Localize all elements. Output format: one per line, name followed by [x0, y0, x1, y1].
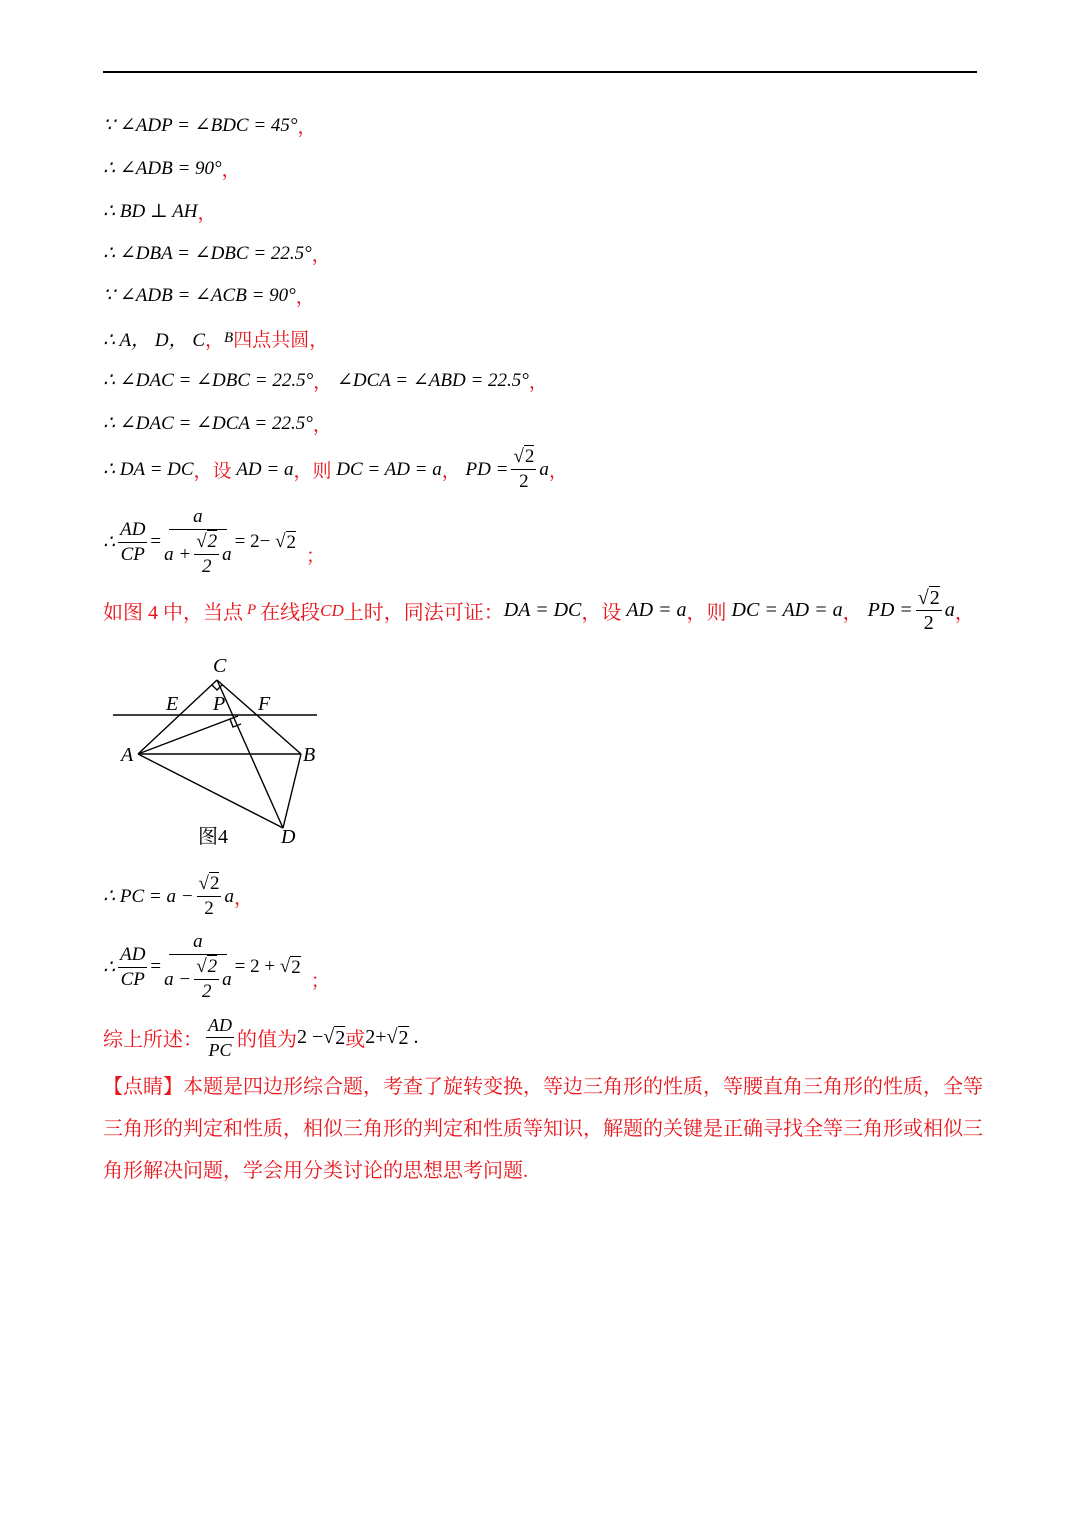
math: PD =	[867, 599, 913, 621]
math: a	[222, 968, 232, 990]
segment-ap	[138, 716, 238, 754]
radicand: 2	[398, 1026, 409, 1049]
math: DC = AD = a	[731, 599, 843, 621]
math: ∴ ∠DBA = ∠DBC = 22.5°	[103, 243, 312, 264]
punct: ，	[311, 245, 331, 266]
fraction: $\frac{√2}{2}$	[198, 873, 220, 919]
fraction	[511, 445, 536, 494]
math: P	[247, 602, 257, 618]
math: ∵ ∠ADB = ∠ACB = 90°	[103, 285, 296, 306]
math: a	[539, 458, 549, 480]
math: = 2 +	[234, 956, 276, 977]
punct: ，	[954, 602, 975, 624]
math: a	[944, 599, 955, 621]
label-f: F	[258, 693, 271, 715]
radicand: 2	[209, 873, 220, 894]
text: ，	[842, 602, 863, 624]
radicand: 2	[207, 531, 218, 552]
math: =	[150, 956, 162, 977]
math: ∴ PC = a −	[103, 886, 194, 907]
math: .	[413, 1026, 419, 1048]
segment-ad	[138, 754, 283, 828]
radicand: 2	[207, 956, 218, 977]
math: ∴	[103, 956, 116, 978]
segment-ac	[138, 680, 217, 754]
fraction: $\frac{√2}{2}$	[196, 531, 218, 577]
label-p: P	[213, 693, 226, 715]
punct: ，	[313, 372, 333, 393]
text: ，设	[581, 602, 622, 624]
numerator: AD	[206, 1013, 234, 1038]
math: a +	[164, 543, 192, 565]
math: B	[224, 330, 234, 346]
radicand: 2	[335, 1026, 346, 1049]
math: 2+	[365, 1026, 387, 1048]
punct: ，	[295, 287, 315, 308]
math: CD	[320, 600, 344, 620]
math: = 2−	[234, 531, 271, 552]
denominator: 2	[204, 898, 214, 919]
math: ∴ ∠DAC = ∠DBC = 22.5°	[103, 370, 314, 391]
math: ∴ DA = DC	[103, 459, 194, 480]
text: ，则	[293, 461, 332, 482]
denominator: 2	[923, 612, 934, 634]
math: AD = a	[626, 599, 687, 621]
punct: ，	[221, 160, 241, 181]
math: ∴	[103, 531, 116, 553]
label-e: E	[166, 693, 179, 715]
denominator: 2	[201, 981, 212, 1002]
proof-line: ∴ $\frac{AD}{CP}$ = a a + $\frac{√2}{2}$ a = 2− √ 2 ；	[103, 506, 326, 577]
math: ∠DCA = ∠ABD = 22.5°	[336, 370, 529, 391]
fraction	[118, 943, 147, 992]
math: DC = AD = a	[336, 458, 442, 480]
text: ，	[441, 461, 461, 482]
text: 上时，同法可证：	[343, 602, 504, 624]
label-b: B	[303, 744, 316, 766]
segment-bd	[283, 754, 301, 828]
label-d: D	[281, 826, 296, 848]
sqrt-sign: √	[513, 446, 524, 467]
math: AD = a	[236, 458, 294, 480]
numerator: a	[169, 505, 227, 530]
math: ∴ BD ⊥ AH	[103, 201, 198, 222]
punct: ，	[197, 203, 217, 224]
fraction: $\frac{√2}{2}$	[196, 956, 218, 1002]
punct: ，	[205, 330, 225, 351]
proof-line	[103, 872, 253, 921]
punct: ；	[310, 970, 330, 992]
math: 2 −	[297, 1026, 324, 1048]
label-c: C	[213, 655, 227, 677]
comment-paragraph: 【点睛】本题是四边形综合题，考查了旋转变换，等边三角形的性质，等腰直角三角形的性质，全等三角形的判定和性质，相似三角形的判定和性质等知识，解题的关键是正确寻找全等三角形或相似三角形解决问题，学会用分类讨论的思想思考问题.	[103, 1076, 983, 1182]
conclusion-line: 综上所述： $\frac{AD}{PC}$ 的值为 2 − √ 2 或 2+ √ 2 .	[103, 1015, 419, 1060]
segment-cb	[217, 680, 301, 754]
label-a: A	[121, 744, 134, 766]
text: 在线段	[260, 602, 321, 624]
numerator: AD	[118, 518, 147, 543]
numerator: a	[169, 930, 227, 955]
proof-line: ∴ $\frac{AD}{CP}$ = a a − $\frac{√2}{2}$ a = 2 + √ 2 ；	[103, 931, 330, 1002]
math: ∴ A， D， C	[103, 330, 205, 351]
radicand: 2	[286, 531, 297, 553]
radicand: 2	[524, 446, 535, 467]
math: ∴ ∠DAC = ∠DCA = 22.5°	[103, 413, 313, 434]
numerator: AD	[118, 943, 147, 968]
figure-caption: 图4	[198, 826, 228, 848]
text: 如图 4 中，当点	[103, 602, 243, 624]
math: DA = DC	[503, 599, 582, 621]
fraction	[206, 1013, 234, 1062]
fraction: $\frac{√2}{2}$	[917, 587, 940, 634]
punct: ，	[528, 372, 548, 393]
denominator: 2	[519, 471, 529, 492]
text: 四点共圆，	[233, 330, 329, 351]
denominator: 2	[201, 556, 212, 577]
radicand: 2	[291, 956, 301, 978]
text: ，设	[193, 461, 232, 482]
math: PD =	[465, 458, 509, 480]
punct: ，	[297, 117, 317, 138]
figure-4-diagram	[0, 0, 400, 860]
math: a	[222, 543, 232, 565]
math: ∵ ∠ADP = ∠BDC = 45°	[103, 115, 298, 136]
math: ∴ ∠ADB = 90°	[103, 158, 222, 179]
text: 的值为	[237, 1029, 297, 1051]
punct: ，	[548, 461, 568, 482]
denominator: CP	[120, 543, 145, 565]
math: a −	[164, 968, 192, 990]
fraction	[164, 930, 232, 1004]
math: a	[224, 885, 234, 907]
math: =	[150, 531, 162, 552]
punct: ，	[312, 415, 332, 436]
radicand: 2	[929, 587, 940, 609]
text: 综上所述：	[103, 1029, 203, 1051]
denominator: PC	[208, 1040, 232, 1060]
punct: ；	[306, 545, 326, 567]
punct: ，	[233, 888, 253, 909]
text: 或	[345, 1029, 366, 1051]
denominator: CP	[120, 968, 145, 990]
text: ，则	[686, 602, 727, 624]
